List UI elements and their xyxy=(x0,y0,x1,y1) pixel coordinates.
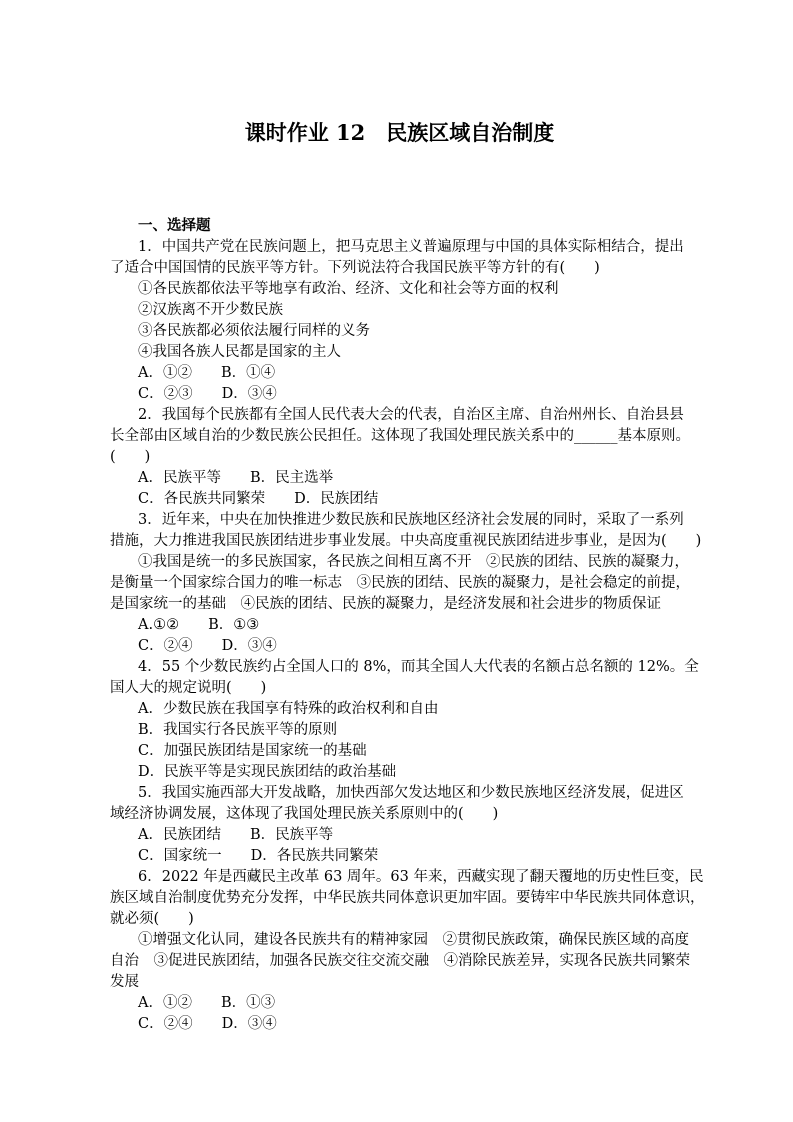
question-1-line-5: ③各民族都必须依法履行同样的义务 xyxy=(138,323,370,339)
question-2 xyxy=(110,405,689,510)
question-5-line-1: 5．我国实施西部大开发战略，加快西部欠发达地区和少数民族地区经济发展，促进区 xyxy=(138,785,684,801)
question-1-line-2: 了适合中国国情的民族平等方针。下列说法符合我国民族平等方针的有( ) xyxy=(110,260,600,276)
question-5-line-2: 域经济协调发展，这体现了我国处理民族关系原则中的( ) xyxy=(110,806,499,822)
question-1-line-1: 1．中国共产党在民族问题上，把马克思主义普遍原理与中国的具体实际相结合，提出 xyxy=(138,239,684,255)
question-6-line-5: 自治 ③促进民族团结，加强各民族交往交流交融 ④消除民族差异，实现各民族共同繁荣 xyxy=(110,953,690,969)
question-6-line-7: A．①② B．①③ xyxy=(138,995,276,1011)
question-3-line-5: 是国家统一的基础 ④民族的团结、民族的凝聚力，是经济发展和社会进步的物质保证 xyxy=(110,596,661,612)
question-4-line-4: B．我国实行各民族平等的原则 xyxy=(138,722,338,738)
question-4-line-5: C．加强民族团结是国家统一的基础 xyxy=(138,743,367,759)
question-6-line-3: 就必须( ) xyxy=(110,911,194,927)
question-3-line-1: 3．近年来，中央在加快推进少数民族和民族地区经济社会发展的同时，采取了一系列 xyxy=(138,512,684,528)
question-2-line-4: A．民族平等 B．民主选举 xyxy=(138,470,334,486)
question-1-line-8: C．②③ D．③④ xyxy=(138,386,277,402)
question-3-line-6: A.①② B．①③ xyxy=(138,617,260,633)
question-4-line-1: 4．55 个少数民族约占全国人口的 8%，而其全国人大代表的名额占总名额的 12%。全 xyxy=(138,659,699,675)
question-6-line-8: C．②④ D．③④ xyxy=(138,1016,277,1032)
question-6-line-6: 发展 xyxy=(110,974,139,990)
question-6 xyxy=(110,867,705,1035)
question-3 xyxy=(110,510,702,657)
question-3-line-4: 是衡量一个国家综合国力的唯一标志 ③民族的团结、民族的凝聚力，是社会稳定的前提， xyxy=(110,575,690,591)
question-2-line-2: 长全部由区域自治的少数民族公民担任。这体现了我国处理民族关系中的______基本原则。 xyxy=(110,428,690,444)
questions-container xyxy=(110,237,705,1035)
question-4-line-2: 国人大的规定说明( ) xyxy=(110,680,267,696)
question-1-line-6: ④我国各族人民都是国家的主人 xyxy=(138,344,341,360)
question-4-line-6: D．民族平等是实现民族团结的政治基础 xyxy=(138,764,397,780)
question-1-line-4: ②汉族离不开少数民族 xyxy=(138,302,283,318)
question-3-line-3: ①我国是统一的多民族国家，各民族之间相互离不开 ②民族的团结、民族的凝聚力， xyxy=(138,554,689,570)
question-6-line-4: ①增强文化认同，建设各民族共有的精神家园 ②贯彻民族政策，确保民族区域的高度 xyxy=(138,932,689,948)
question-2-line-3: ( ) xyxy=(110,449,151,465)
question-3-line-2: 措施，大力推进我国民族团结进步事业发展。中央高度重视民族团结进步事业，是因为( ) xyxy=(110,533,702,549)
question-2-line-5: C．各民族共同繁荣 D．民族团结 xyxy=(138,491,379,507)
question-4-line-3: A．少数民族在我国享有特殊的政治权利和自由 xyxy=(138,701,439,717)
question-5-line-3: A．民族团结 B．民族平等 xyxy=(138,827,334,843)
question-5 xyxy=(110,783,689,867)
question-5-line-4: C．国家统一 D．各民族共同繁荣 xyxy=(138,848,379,864)
question-6-line-1: 6．2022 年是西藏民主改革 63 周年。63 年来，西藏实现了翻天覆地的历史性巨变，民 xyxy=(138,869,704,885)
question-1-line-3: ①各民族都依法平等地享有政治、经济、文化和社会等方面的权利 xyxy=(138,281,559,297)
section-heading: 一、选择题 xyxy=(138,218,211,234)
question-6-line-2: 族区域自治制度优势充分发挥，中华民族共同体意识更加牢固。要铸牢中华民族共同体意识， xyxy=(110,890,705,906)
question-4 xyxy=(110,657,699,783)
question-1 xyxy=(110,237,689,405)
question-1-line-7: A．①② B．①④ xyxy=(138,365,276,381)
page-title: 课时作业 12 民族区域自治制度 xyxy=(244,120,555,145)
question-3-line-7: C．②④ D．③④ xyxy=(138,638,277,654)
question-2-line-1: 2．我国每个民族都有全国人民代表大会的代表，自治区主席、自治州州长、自治县县 xyxy=(138,407,684,423)
